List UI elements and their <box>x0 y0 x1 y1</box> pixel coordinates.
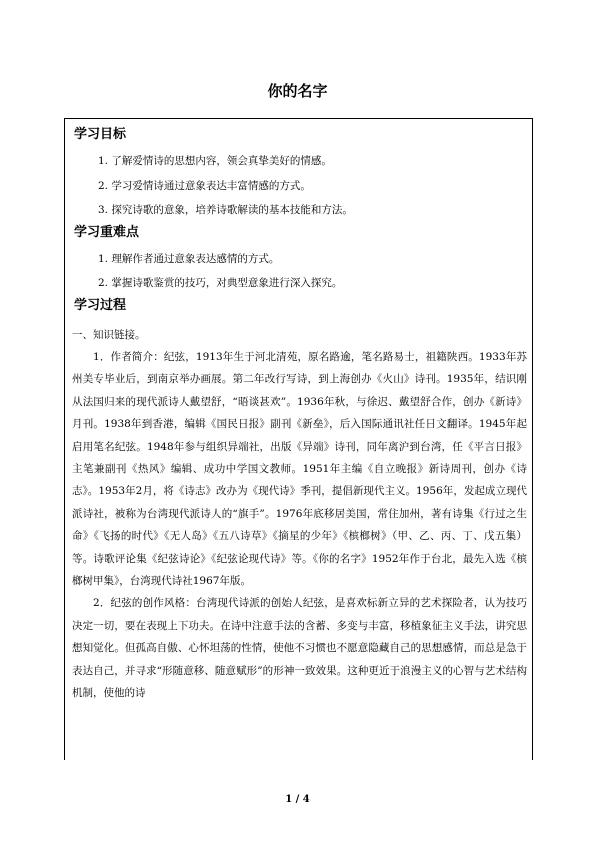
page-number: 1 / 4 <box>285 794 310 805</box>
list-item: 2. 掌握诗歌鉴赏的技巧，对典型意象进行深入探究。 <box>98 277 343 289</box>
section-heading-process: 学习过程 <box>74 297 127 313</box>
list-item: 1. 了解爱情诗的思想内容，领会真挚美好的情感。 <box>98 155 332 167</box>
list-item: 3. 探究诗歌的意象，培养诗歌解读的基本技能和方法。 <box>98 204 353 216</box>
objectives-list <box>64 149 533 223</box>
paragraph-author-intro: 1．作者简介：纪弦，1913年生于河北清苑，原名路逾，笔名路易士，祖籍陕西。1933年苏州美专毕业后，到南京举办画展。第二年改行写诗，到上海创办《火山》诗刊。1935年，结识刚从法国归来的现代派诗人戴望舒，“晤谈甚欢”。1936年秋，与徐迟、戴望舒合作，创办《新诗》月刊。1938年到香港，编辑《国民日报》副刊《新垒》，后入国际通讯社任日文翻译。1945年起启用笔名纪弦。1948年参与组织异端社，出版《异端》诗刊，同年离沪到台湾，任《平言日报》主笔兼副刊《热风》编辑、成功中学国文教师。1951年主编《自立晚报》新诗周刊，创办《诗志》。1953年2月，将《诗志》改办为《现代诗》季刊，提倡新现代主义。1956年，发起成立现代派诗社，被称为台湾现代派诗人的“旗手”。1976年底移居美国，常住加州，著有诗集《行过之生命》《飞扬的时代》《无人岛》《五八诗草》《摘星的少年》《槟榔树》（甲、乙、丙、丁、戊五集）等。诗歌评论集《纪弦诗论》《纪弦论现代诗》等。《你的名字》1952年作于台北，最先入选《槟榔树甲集》，台湾现代诗社1967年版。 <box>72 350 527 587</box>
section-heading-key-points: 学习重难点 <box>74 224 140 240</box>
section-heading-objectives: 学习目标 <box>74 127 127 142</box>
list-item: 2. 学习爱情诗通过意象表达丰富情感的方式。 <box>98 179 311 192</box>
content-area <box>64 118 533 704</box>
paragraph-knowledge-link: 一、知识链接。 <box>72 328 146 341</box>
document-title: 你的名字 <box>267 82 328 100</box>
paragraph-creative-style: 2．纪弦的创作风格：台湾现代诗派的创始人纪弦，是喜欢标新立异的艺术探险者，认为技巧决定一切，要在表现上下功夫。在诗中注意手法的含蓄、多变与丰富，移植象征主义手法，讲究思想知觉化。但孤高自傲、心怀坦荡的性情，使他不习惯也不愿意隐藏自己的思想感情，而总是急于表达自己，并寻求“形随意移、随意赋形”的形神一致效果。这种更近于浪漫主义的心智与艺术结构机制，使他的诗 <box>72 597 527 699</box>
list-item: 1. 理解作者通过意象表达感情的方式。 <box>98 252 280 265</box>
key-points-list <box>64 247 533 296</box>
